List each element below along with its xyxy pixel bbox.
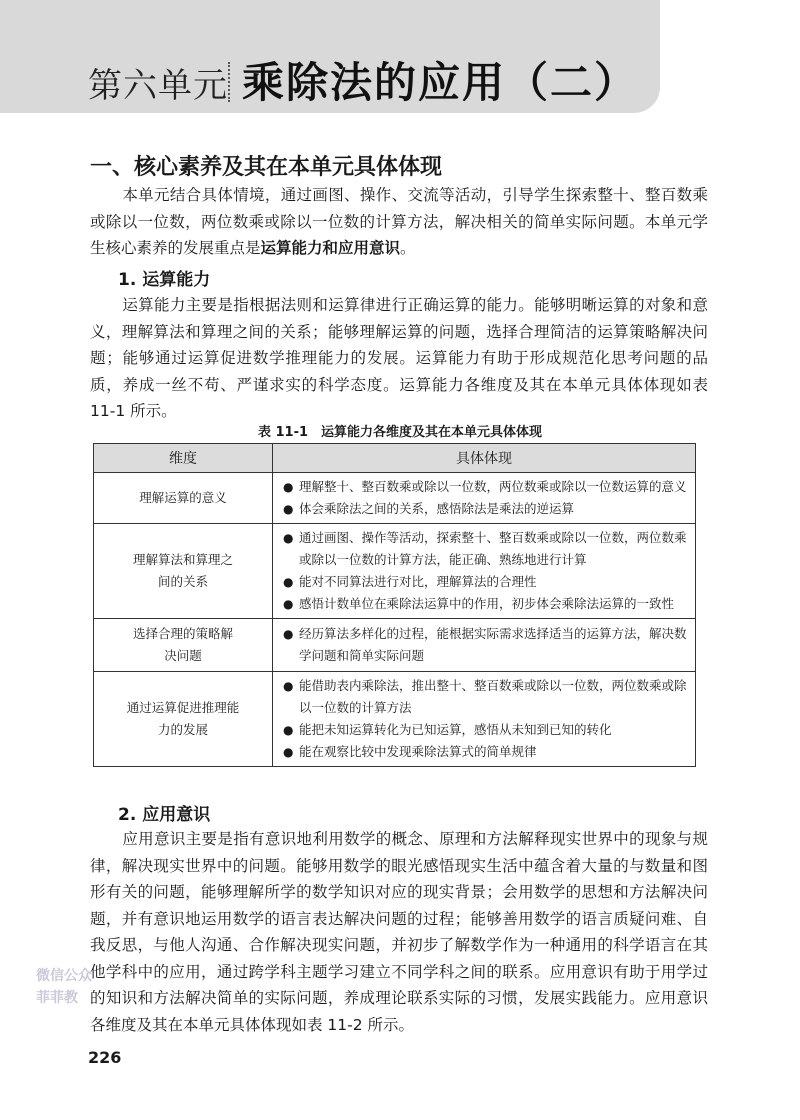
table-row <box>94 619 696 672</box>
bullet-icon: ● <box>283 480 294 494</box>
table-header-row <box>94 444 696 473</box>
bullet-icon: ● <box>283 679 294 693</box>
table-cell-detail <box>273 473 696 524</box>
table-caption: 表 11-1 运算能力各维度及其在本单元具体体现 <box>257 425 543 440</box>
page-number: 226 <box>88 1048 122 1067</box>
table-cell-detail <box>273 672 696 767</box>
bullet-icon: ● <box>283 597 294 611</box>
table-cell-dimension: 理解算法和算理之间的关系 <box>94 524 273 619</box>
bullet-item: ● 感悟计数单位在乘除法运算中的作用，初步体会乘除法运算的一致性 <box>283 593 687 615</box>
bullet-icon: ● <box>283 745 294 759</box>
bullet-icon: ● <box>283 502 294 516</box>
section-title: 一、核心素养及其在本单元具体体现 <box>90 155 443 180</box>
bullet-icon: ● <box>283 575 294 589</box>
competency-table <box>93 443 696 767</box>
table-cell-detail <box>273 619 696 672</box>
unit-label: 第六单元 <box>88 66 228 106</box>
header-divider <box>228 62 230 102</box>
bullet-item: ● 体会乘除法之间的关系，感悟除法是乘法的逆运算 <box>283 498 687 520</box>
table-row <box>94 473 696 524</box>
bullet-item: ● 通过画图、操作等活动，探索整十、整百数乘或除以一位数，两位数乘或除以一位数的计算方法，能正确、熟练地进行计算 <box>283 527 687 571</box>
bullet-icon: ● <box>283 627 294 641</box>
subsection-2-paragraph <box>90 826 708 1038</box>
bullet-icon: ● <box>283 531 294 545</box>
table-cell-dimension: 选择合理的策略解决问题 <box>94 619 273 672</box>
intro-end: 。 <box>400 239 416 257</box>
table-header-dimension: 维度 <box>94 444 273 473</box>
intro-paragraph <box>90 182 708 262</box>
table-row <box>94 524 696 619</box>
intro-emphasis: 运算能力和应用意识 <box>260 239 401 257</box>
subsection-1-text: 运算能力主要是指根据法则和运算律进行正确运算的能力。能够明晰运算的对象和意义，理解算法和算理之间的关系；能够理解运算的问题，选择合理简洁的运算策略解决问题；能够通过运算促进数学推理能力的发展。运算能力有助于形成规范化思考问题的品质，养成一丝不苟、严谨求实的科学态度。运算能力各维度及其在本单元具体体现如表 11-1 所示。 <box>90 296 708 420</box>
unit-title: 乘除法的应用（二） <box>242 58 639 107</box>
bullet-item: ● 经历算法多样化的过程，能根据实际需求选择适当的运算方法，解决数学问题和简单实际问题 <box>283 623 687 667</box>
subsection-2-text: 应用意识主要是指有意识地利用数学的概念、原理和方法解释现实世界中的现象与规律，解决现实世界中的问题。能够用数学的眼光感悟现实生活中蕴含着大量的与数量和图形有关的问题，能够理解所学的数学知识对应的现实背景；会用数学的思想和方法解决问题，并有意识地运用数学的语言表达解决问题的过程；能够善用数学的语言质疑问难、自我反思，与他人沟通、合作解决现实问题，并初步了解数学作为一种通用的科学语言在其他学科中的应用，通过跨学科主题学习建立不同学科之间的联系。应用意识有助于用学过的知识和方法解决简单的实际问题，养成理论联系实际的习惯，发展实践能力。应用意识各维度及其在本单元具体体现如表 11-2 所示。 <box>90 830 708 1034</box>
table-header-detail: 具体体现 <box>273 444 696 473</box>
table-row <box>94 672 696 767</box>
bullet-item: ● 能把未知运算转化为已知运算，感悟从未知到已知的转化 <box>283 719 687 741</box>
bullet-item: ● 能借助表内乘除法，推出整十、整百数乘或除以一位数，两位数乘或除以一位数的计算方法 <box>283 675 687 719</box>
bullet-item: ● 理解整十、整百数乘或除以一位数，两位数乘或除以一位数运算的意义 <box>283 476 687 498</box>
bullet-item: ● 能在观察比较中发现乘除法算式的简单规律 <box>283 741 687 763</box>
subsection-1-paragraph <box>90 292 708 425</box>
table-cell-dimension: 通过运算促进推理能力的发展 <box>94 672 273 767</box>
subsection-2-title: 2. 应用意识 <box>118 805 211 825</box>
table-cell-detail <box>273 524 696 619</box>
intro-text: 本单元结合具体情境，通过画图、操作、交流等活动，引导学生探索整十、整百数乘或除以一位数，两位数乘或除以一位数的计算方法，解决相关的简单实际问题。本单元学生核心素养的发展重点是 <box>90 186 708 257</box>
bullet-icon: ● <box>283 723 294 737</box>
table-cell-dimension: 理解运算的意义 <box>94 473 273 524</box>
watermark: 微信公众 菲菲教 <box>36 968 92 1006</box>
bullet-item: ● 能对不同算法进行对比，理解算法的合理性 <box>283 571 687 593</box>
subsection-1-title: 1. 运算能力 <box>118 270 211 290</box>
